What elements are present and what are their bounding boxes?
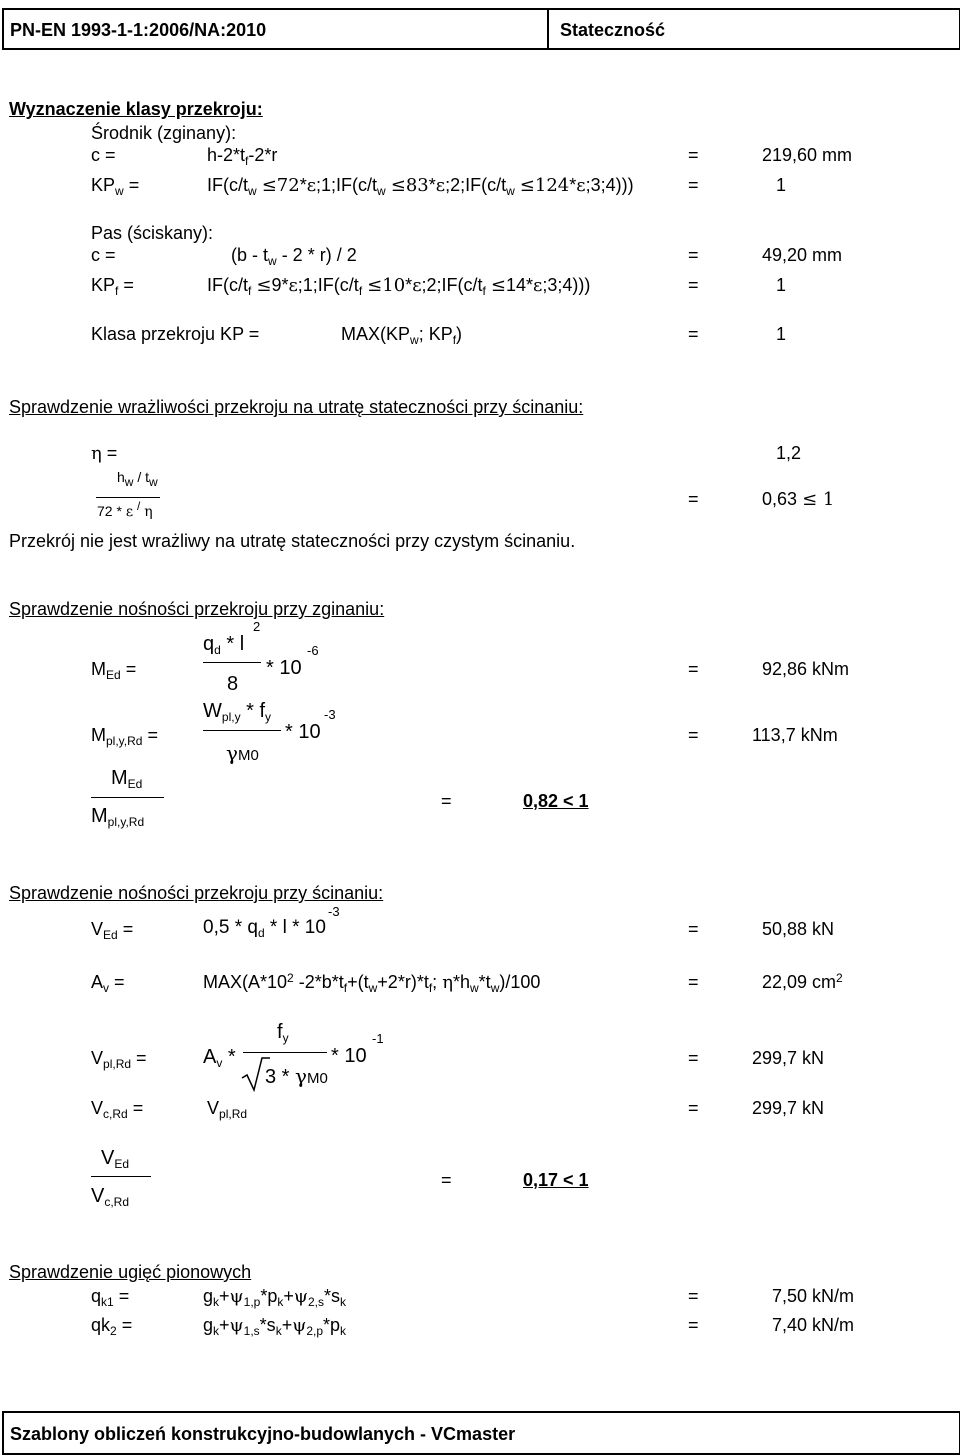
page-header bbox=[2, 8, 960, 50]
equals-sign: = bbox=[688, 725, 699, 745]
equals-sign: = bbox=[688, 275, 699, 295]
equals-sign: = bbox=[688, 324, 699, 344]
conclusion-text: Przekrój nie jest wrażliwy na utratę stateczności przy czystym ścinaniu. bbox=[9, 531, 576, 551]
equals-sign: = bbox=[688, 245, 699, 265]
web-label: Środnik (zginany): bbox=[91, 123, 237, 143]
header-left: PN-EN 1993-1-1:2006/NA:2010 bbox=[10, 20, 267, 40]
equals-sign: = bbox=[688, 1098, 699, 1118]
check-denominator: $V_{c,Rd}$ bbox=[91, 1185, 130, 1209]
section-heading: Sprawdzenie nośności przekroju przy ścinaniu: bbox=[9, 883, 384, 903]
flange-label: Pas (ściskany): bbox=[91, 223, 214, 243]
equals-sign: = bbox=[688, 489, 699, 509]
section-heading: Sprawdzenie wrażliwości przekroju na utratę stateczności przy ścinaniu: bbox=[9, 397, 584, 417]
kpw-formula: $IF(c/t_w$ $\le 72*\varepsilon;1;IF(c/t_w$ $\le 83*\varepsilon;2;IF(c/t_w$ ≤124*ε;3;4))) bbox=[207, 175, 634, 198]
header-divider bbox=[547, 10, 549, 48]
med-mult: * 10 bbox=[266, 657, 302, 679]
mpl-lhs: $M_{pl,y,Rd}$ = bbox=[91, 725, 158, 748]
equals-sign: = bbox=[441, 1170, 452, 1190]
check-numerator: $M_{Ed}$ bbox=[111, 767, 143, 791]
header-right: Stateczność bbox=[560, 20, 666, 40]
kpf-value: 1 bbox=[776, 275, 787, 295]
vpl-mult: * 10 bbox=[331, 1045, 367, 1067]
fraction-bar bbox=[96, 497, 160, 498]
vc-formula: $V_{pl,Rd}$ bbox=[207, 1098, 248, 1121]
vpl-lhs: $V_{pl,Rd}$ = bbox=[91, 1048, 147, 1071]
vpl-a: $A_v$ * bbox=[203, 1046, 236, 1070]
med-denominator: 8 bbox=[227, 673, 239, 695]
vpl-denominator: 3 * γM0 bbox=[265, 1064, 328, 1088]
med-exp-2: 2 bbox=[253, 619, 261, 634]
qk1-formula: $g_k+\psi_{1,p}*p_k+\psi_{2,s}*s_k$ bbox=[203, 1286, 347, 1309]
fraction-bar bbox=[243, 1052, 327, 1053]
equals-sign: = bbox=[688, 1315, 699, 1335]
ved-exp: -3 bbox=[328, 904, 340, 919]
kpf-formula: $IF(c/t_f$ $\le 9*\varepsilon;1;IF(c/t_f$ $\le 10*\varepsilon;2;IF(c/t_f$ ≤14*ε;3;4))) bbox=[207, 275, 591, 298]
class-value: 1 bbox=[776, 324, 787, 344]
fraction-denominator: 72 * ε / η bbox=[97, 499, 153, 520]
equals-sign: = bbox=[688, 972, 699, 992]
med-exp: -6 bbox=[307, 643, 319, 658]
equals-sign: = bbox=[688, 659, 699, 679]
equals-sign: = bbox=[688, 1286, 699, 1306]
check-denominator: $M_{pl,y,Rd}$ bbox=[91, 805, 145, 829]
qk2-formula: $g_k+\psi_{1,s}*s_k+\psi_{2,p}*p_k$ bbox=[203, 1315, 347, 1338]
mpl-value: 113,7 kNm bbox=[752, 725, 838, 745]
vpl-exp: -1 bbox=[372, 1031, 384, 1046]
c-web-formula: $h-2*t_f-2*r$ bbox=[207, 145, 278, 168]
c-web-lhs: c = bbox=[91, 145, 116, 165]
class-formula: $MAX(KP_w$; $KP_f$) bbox=[341, 324, 463, 347]
fraction-bar bbox=[91, 1176, 151, 1177]
mpl-exp: -3 bbox=[324, 707, 336, 722]
eta-value: 1,2 bbox=[776, 443, 802, 463]
ved-lhs: $V_{Ed}$ = bbox=[91, 919, 134, 942]
equals-sign: = bbox=[441, 791, 452, 811]
med-value: 92,86 kNm bbox=[762, 659, 850, 679]
section-heading: Wyznaczenie klasy przekroju: bbox=[9, 99, 263, 119]
vpl-value: 299,7 kN bbox=[752, 1048, 825, 1068]
fraction-bar bbox=[91, 797, 164, 798]
qk2-lhs: $qk_2$ = bbox=[91, 1315, 133, 1338]
vpl-numerator: $f_y$ bbox=[277, 1021, 289, 1045]
qk2-value: 7,40 kN/m bbox=[772, 1315, 855, 1335]
section-heading: Sprawdzenie ugięć pionowych bbox=[9, 1262, 252, 1282]
eta-lhs: η = bbox=[91, 443, 118, 464]
mpl-numerator: $W_{pl,y} * f_y$ bbox=[203, 700, 272, 724]
qk1-value: 7,50 kN/m bbox=[772, 1286, 855, 1306]
page-footer bbox=[2, 1411, 960, 1455]
vc-value: 299,7 kN bbox=[752, 1098, 825, 1118]
equals-sign: = bbox=[688, 1048, 699, 1068]
c-fl-formula: $(b - t_w - 2 * r) / 2$ bbox=[231, 245, 357, 268]
vc-lhs: $V_{c,Rd}$ = bbox=[91, 1098, 144, 1121]
ratio-value: 0,63 ≤ 1 bbox=[762, 489, 835, 510]
kpw-value: 1 bbox=[776, 175, 787, 195]
fraction-numerator: $h_w / t_w$ bbox=[117, 469, 158, 489]
c-web-value: 219,60 mm bbox=[762, 145, 853, 165]
av-formula: $MAX(A*10^2$ $-2*b*t_f+(t_w+2*r)*t_f$; $\eta*h_w*t_w)/100$ bbox=[203, 971, 541, 995]
section-heading: Sprawdzenie nośności przekroju przy zginaniu: bbox=[9, 599, 385, 619]
class-lhs: Klasa przekroju KP = bbox=[91, 324, 260, 344]
check-numerator: $V_{Ed}$ bbox=[101, 1147, 130, 1171]
c-fl-lhs: c = bbox=[91, 245, 116, 265]
ved-formula: $0,5 * q_d$ * l * 10 bbox=[203, 917, 326, 940]
equals-sign: = bbox=[688, 145, 699, 165]
med-numerator: $q_d$ * l bbox=[203, 633, 245, 657]
av-value: 22,09 $cm^2$ bbox=[762, 971, 843, 992]
check-result: 0,17 < 1 bbox=[523, 1170, 589, 1190]
mpl-denominator: γM0 bbox=[226, 741, 259, 765]
mpl-mult: * 10 bbox=[285, 721, 321, 743]
med-lhs: $M_{Ed}$ = bbox=[91, 659, 137, 682]
kpf-lhs: $KP_f$ = bbox=[91, 275, 134, 298]
c-fl-value: 49,20 mm bbox=[762, 245, 843, 265]
equals-sign: = bbox=[688, 919, 699, 939]
ved-value: 50,88 kN bbox=[762, 919, 835, 939]
kpw-lhs: $KP_w$ = bbox=[91, 175, 140, 198]
check-result: 0,82 < 1 bbox=[523, 791, 589, 811]
equals-sign: = bbox=[688, 175, 699, 195]
av-lhs: $A_v$ = bbox=[91, 972, 125, 995]
fraction-bar bbox=[203, 662, 261, 663]
fraction-bar bbox=[203, 730, 281, 731]
footer-text: Szablony obliczeń konstrukcyjno-budowlanych - VCmaster bbox=[10, 1424, 516, 1444]
qk1-lhs: $q_{k1}$ = bbox=[91, 1286, 130, 1309]
